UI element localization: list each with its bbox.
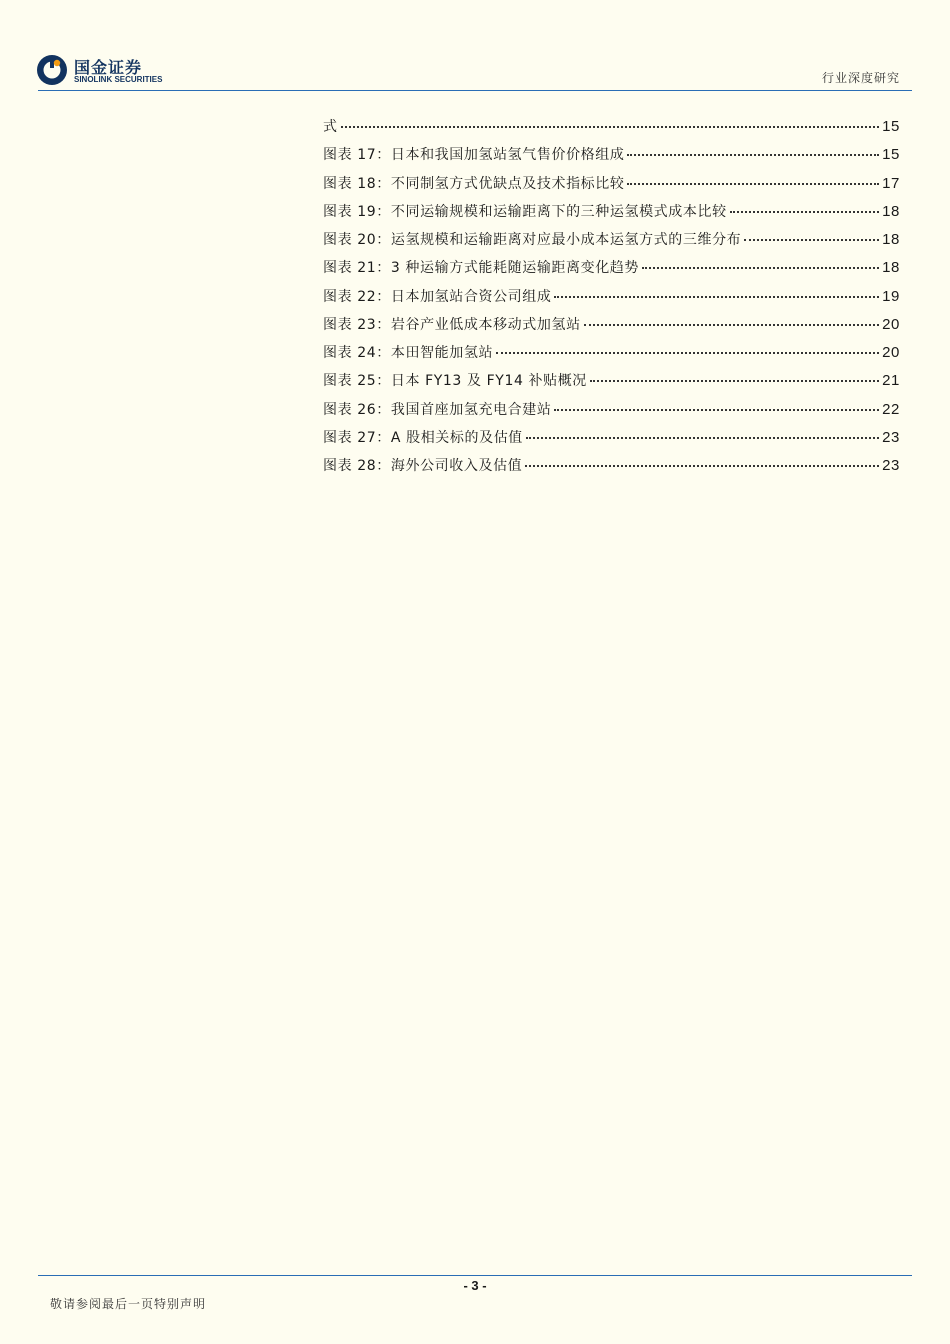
toc-entry-title: 图表 27：A 股相关标的及估值 <box>323 429 523 446</box>
report-type: 行业深度研究 <box>821 71 900 85</box>
toc-leader-dots <box>744 239 879 241</box>
toc-entry-page: 18 <box>882 259 900 277</box>
toc-entry-title: 图表 17：日本和我国加氢站氢气售价价格组成 <box>323 147 625 164</box>
toc-entry-title: 图表 26：我国首座加氢充电合建站 <box>323 401 552 418</box>
page-header <box>0 0 950 92</box>
toc-entry-title: 式 <box>323 119 338 135</box>
toc-leader-dots <box>554 409 879 411</box>
toc-leader-dots <box>730 211 879 213</box>
toc-entry[interactable] <box>323 116 900 144</box>
toc-entry[interactable] <box>323 455 900 483</box>
toc-entry-title: 图表 19：不同运输规模和运输距离下的三种运氢模式成本比较 <box>323 203 727 220</box>
toc-leader-dots <box>525 465 879 467</box>
toc-leader-dots <box>590 380 879 382</box>
toc-entry-page: 17 <box>882 174 900 192</box>
toc-entry-page: 18 <box>882 231 900 248</box>
page-number: - 3 - <box>463 1278 487 1293</box>
toc-entry-page: 23 <box>882 428 900 446</box>
toc-entry-title: 图表 28：海外公司收入及估值 <box>323 458 523 474</box>
toc-entry-page: 23 <box>882 457 900 474</box>
toc-leader-dots <box>496 352 879 354</box>
toc-entry-page: 15 <box>882 146 900 164</box>
toc-leader-dots <box>341 126 880 128</box>
toc-entry-page: 18 <box>882 202 900 220</box>
toc-entry-title: 图表 18：不同制氢方式优缺点及技术指标比较 <box>323 175 625 192</box>
toc-entry-page: 15 <box>882 118 900 135</box>
toc-entry[interactable] <box>323 342 900 370</box>
brand-name-en: SINOLINK SECURITIES <box>74 75 163 84</box>
header-rule <box>38 90 912 91</box>
toc-entry[interactable] <box>323 257 900 285</box>
toc-entry[interactable] <box>323 314 900 342</box>
toc-entry-page: 21 <box>882 372 900 390</box>
table-of-figures <box>323 116 900 483</box>
toc-entry[interactable] <box>323 201 900 229</box>
toc-entry[interactable] <box>323 144 900 172</box>
toc-entry[interactable] <box>323 427 900 455</box>
brand-name-cn: 国金证券 <box>74 58 143 77</box>
brand-logo <box>36 52 176 90</box>
toc-entry[interactable] <box>323 370 900 398</box>
toc-leader-dots <box>642 267 879 269</box>
footer-rule <box>38 1275 912 1276</box>
toc-entry-title: 图表 22：日本加氢站合资公司组成 <box>323 288 552 305</box>
sinolink-logo-icon <box>36 54 68 86</box>
toc-entry[interactable] <box>323 229 900 257</box>
toc-entry-title: 图表 24：本田智能加氢站 <box>323 345 494 361</box>
toc-entry[interactable] <box>323 399 900 427</box>
toc-leader-dots <box>627 183 879 185</box>
toc-entry-page: 20 <box>882 315 900 333</box>
toc-entry-title: 图表 25：日本 FY13 及 FY14 补贴概况 <box>323 373 587 390</box>
toc-leader-dots <box>526 437 879 439</box>
toc-leader-dots <box>554 296 879 298</box>
disclaimer-note: 敬请参阅最后一页特别声明 <box>50 1297 207 1311</box>
toc-entry-page: 20 <box>882 344 900 361</box>
toc-entry-page: 19 <box>882 287 900 305</box>
toc-entry-title: 图表 21：3 种运输方式能耗随运输距离变化趋势 <box>323 260 640 277</box>
toc-entry-title: 图表 23：岩谷产业低成本移动式加氢站 <box>323 316 581 333</box>
toc-leader-dots <box>584 324 879 326</box>
toc-leader-dots <box>627 154 879 156</box>
toc-entry[interactable] <box>323 286 900 314</box>
toc-entry-page: 22 <box>882 400 900 418</box>
toc-entry[interactable] <box>323 173 900 201</box>
toc-entry-title: 图表 20：运氢规模和运输距离对应最小成本运氢方式的三维分布 <box>323 232 742 248</box>
